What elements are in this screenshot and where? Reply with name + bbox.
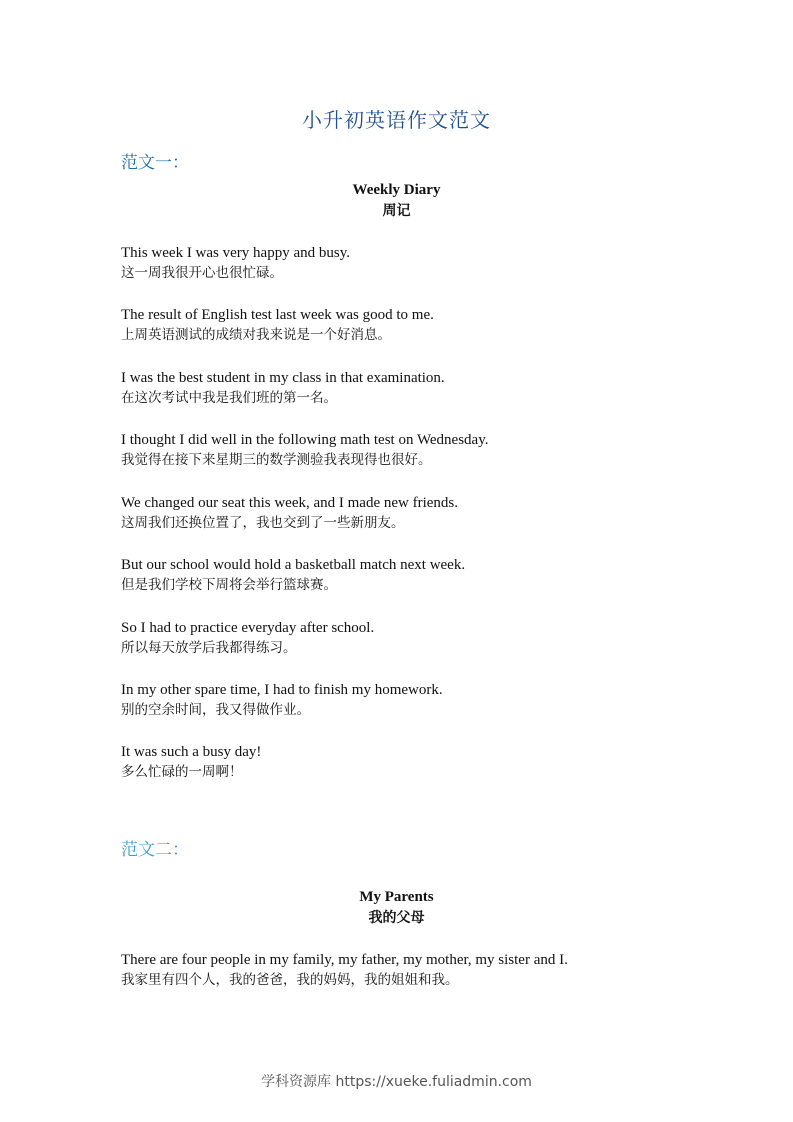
paragraph-cn: 这一周我很开心也很忙碌。: [121, 265, 283, 281]
paragraph-en: In my other spare time, I had to finish my homework.: [121, 682, 443, 698]
paragraph: [121, 368, 681, 408]
paragraph: [121, 430, 681, 470]
paragraph: [121, 742, 681, 782]
essay-title-two: [0, 887, 793, 929]
essay-title-en: Weekly Diary: [352, 182, 441, 198]
paragraph: [121, 305, 681, 345]
paragraph-cn: 在这次考试中我是我们班的第一名。: [121, 390, 337, 406]
paragraph-cn: 我家里有四个人，我的爸爸，我的妈妈，我的姐姐和我。: [121, 972, 459, 988]
paragraph-en: It was such a busy day!: [121, 744, 262, 760]
essay-title-cn: 我的父母: [368, 910, 425, 926]
paragraph: [121, 950, 721, 990]
paragraph: [121, 618, 681, 658]
section-label-one: 范文一：: [121, 153, 189, 173]
paragraph-en: I thought I did well in the following math test on Wednesday.: [121, 432, 489, 448]
paragraph-cn: 我觉得在接下来星期三的数学测验我表现得也很好。: [121, 452, 432, 468]
paragraph-en: I was the best student in my class in that examination.: [121, 370, 445, 386]
paragraph-en: The result of English test last week was good to me.: [121, 307, 434, 323]
paragraph-cn: 这周我们还换位置了，我也交到了一些新朋友。: [121, 515, 405, 531]
paragraph: [121, 243, 681, 283]
paragraph-cn: 所以每天放学后我都得练习。: [121, 640, 297, 656]
paragraph-cn: 别的空余时间，我又得做作业。: [121, 702, 310, 718]
paragraph-en: But our school would hold a basketball match next week.: [121, 557, 466, 573]
paragraph: [121, 555, 681, 595]
paragraph: [121, 680, 681, 720]
paragraph-en: We changed our seat this week, and I made new friends.: [121, 495, 459, 511]
section-label-two: 范文二：: [121, 840, 189, 860]
paragraph: [121, 493, 681, 533]
paragraph-en: So I had to practice everyday after school.: [121, 620, 375, 636]
paragraph-cn: 多么忙碌的一周啊！: [121, 764, 243, 780]
paragraph-cn: 但是我们学校下周将会举行篮球赛。: [121, 577, 337, 593]
essay-title-cn: 周记: [382, 203, 411, 219]
essay-title-one: [0, 180, 793, 222]
paragraph-en: There are four people in my family, my father, my mother, my sister and I.: [121, 952, 568, 968]
document-title: 小升初英语作文范文: [302, 108, 491, 132]
paragraph-en: This week I was very happy and busy.: [121, 245, 350, 261]
essay-title-en: My Parents: [359, 889, 434, 905]
paragraph-cn: 上周英语测试的成绩对我来说是一个好消息。: [121, 327, 391, 343]
page-footer: 学科资源库 https://xueke.fuliadmin.com: [261, 1074, 532, 1090]
